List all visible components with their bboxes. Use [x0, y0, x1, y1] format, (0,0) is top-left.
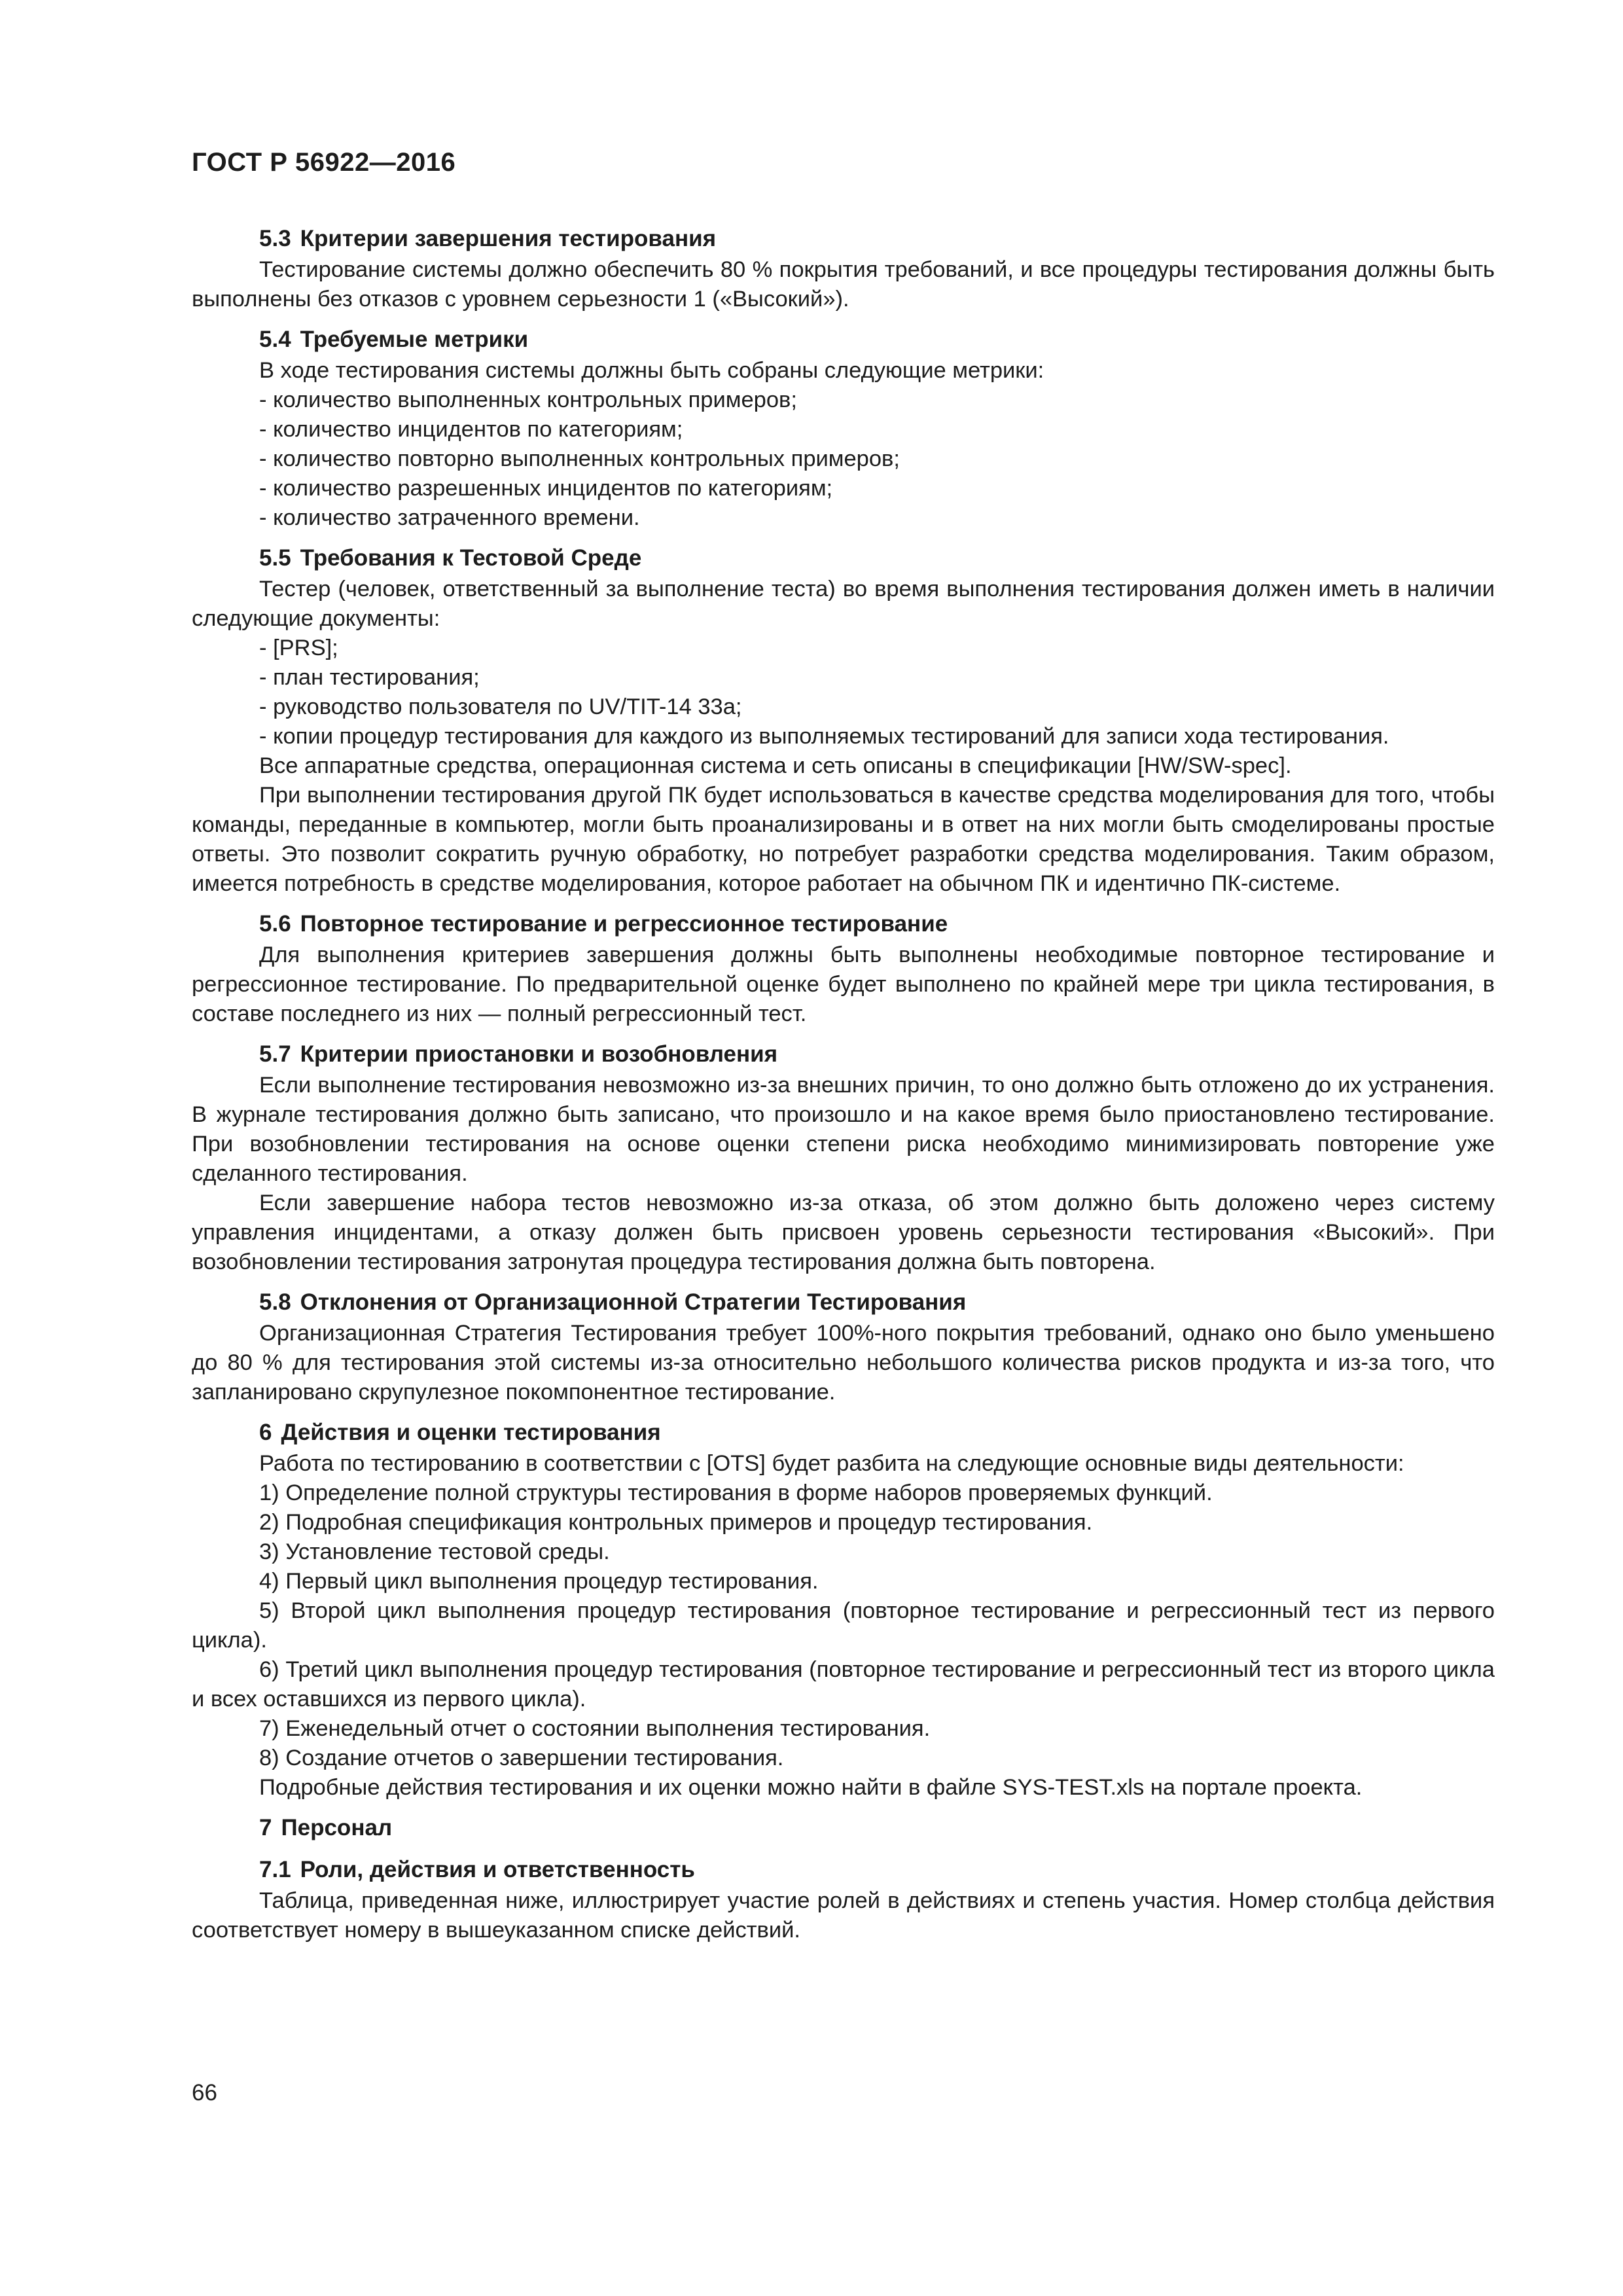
- list-item: - количество инцидентов по категориям;: [259, 417, 683, 442]
- section-title: Роли, действия и ответственность: [300, 1857, 695, 1882]
- section-title: Персонал: [281, 1815, 393, 1840]
- section-number: 5.7: [259, 1041, 291, 1067]
- section-heading-5-6: [192, 908, 1495, 941]
- section-title: Отклонения от Организационной Стратегии Тестирования: [300, 1289, 967, 1315]
- list-item: 6) Третий цикл выполнения процедур тестирования (повторное тестирование и регрессионный тест из второго цикла и всех оставшихся из первого цикла).: [192, 1657, 1495, 1712]
- list-item: - руководство пользователя по UV/TIT-14 33a;: [259, 694, 742, 719]
- list-item: - план тестирования;: [259, 665, 480, 690]
- list-item: 3) Установление тестовой среды.: [259, 1539, 610, 1564]
- paragraph: Если завершение набора тестов невозможно из-за отказа, об этом должно быть доложено через систему управления инцидентами, а отказу должен быть присвоен уровень серьезности тестирования «Высокий». При возобновлении тестирования затронутая процедура тестирования должна быть повторена.: [192, 1191, 1495, 1274]
- section-number: 6: [259, 1420, 272, 1445]
- section-heading-6: [192, 1416, 1495, 1449]
- section-heading-7-1: [192, 1854, 1495, 1886]
- paragraph: Подробные действия тестирования и их оценки можно найти в файле SYS-TEST.xls на портале проекта.: [259, 1775, 1363, 1800]
- paragraph: Организационная Стратегия Тестирования требует 100%-ного покрытия требований, однако оно было уменьшено до 80 % для тестирования этой системы из-за относительно небольшого количества рисков продукта и из-за того, что запланировано скрупулезное покомпонентное тестирование.: [192, 1321, 1495, 1405]
- section-number: 7.1: [259, 1857, 291, 1882]
- section-number: 5.4: [259, 327, 291, 352]
- list-item: 7) Еженедельный отчет о состоянии выполнения тестирования.: [259, 1716, 931, 1741]
- document-body: [192, 223, 1495, 1945]
- section-heading-5-4: [192, 323, 1495, 356]
- section-number: 7: [259, 1815, 272, 1840]
- section-title: Действия и оценки тестирования: [281, 1420, 661, 1445]
- list-item: 8) Создание отчетов о завершении тестирования.: [259, 1746, 784, 1770]
- paragraph: Работа по тестированию в соответствии с [OTS] будет разбита на следующие основные виды деятельности:: [259, 1451, 1404, 1476]
- document-header: ГОСТ Р 56922—2016: [192, 148, 456, 177]
- section-number: 5.3: [259, 226, 291, 251]
- section-heading-5-3: [192, 223, 1495, 255]
- paragraph: Тестер (человек, ответственный за выполнение теста) во время выполнения тестирования должен иметь в наличии следующие документы:: [192, 577, 1495, 631]
- list-item: - количество повторно выполненных контрольных примеров;: [259, 446, 900, 471]
- list-item: 4) Первый цикл выполнения процедур тестирования.: [259, 1569, 819, 1594]
- section-heading-7: [192, 1812, 1495, 1844]
- list-item: 5) Второй цикл выполнения процедур тестирования (повторное тестирование и регрессионный тест из первого цикла).: [192, 1598, 1495, 1653]
- paragraph: Тестирование системы должно обеспечить 80 % покрытия требований, и все процедуры тестирования должны быть выполнены без отказов с уровнем серьезности 1 («Высокий»).: [192, 257, 1495, 312]
- section-title: Критерии завершения тестирования: [300, 226, 717, 251]
- paragraph: Для выполнения критериев завершения должны быть выполнены необходимые повторное тестирование и регрессионное тестирование. По предварительной оценке будет выполнено по крайней мере три цикла тестирования, в составе последнего из них — полный регрессионный тест.: [192, 942, 1495, 1026]
- section-heading-5-7: [192, 1038, 1495, 1071]
- section-heading-5-5: [192, 542, 1495, 575]
- list-item: - количество разрешенных инцидентов по категориям;: [259, 476, 833, 501]
- section-title: Повторное тестирование и регрессионное тестирование: [300, 911, 948, 937]
- list-item: - количество выполненных контрольных примеров;: [259, 387, 797, 412]
- page-number: 66: [192, 2080, 217, 2106]
- paragraph: Таблица, приведенная ниже, иллюстрирует участие ролей в действиях и степень участия. Номер столбца действия соответствует номеру в вышеуказанном списке действий.: [192, 1888, 1495, 1943]
- section-title: Критерии приостановки и возобновления: [300, 1041, 778, 1067]
- list-item: - копии процедур тестирования для каждого из выполняемых тестирований для записи хода тестирования.: [259, 724, 1389, 749]
- paragraph: В ходе тестирования системы должны быть собраны следующие метрики:: [259, 358, 1044, 383]
- paragraph: Если выполнение тестирования невозможно из-за внешних причин, то оно должно быть отложено до их устранения. В журнале тестирования должно быть записано, что произошло и на какое время было приостановлено тестирование. При возобновлении тестирования на основе оценки степени риска необходимо минимизировать повторение уже сделанного тестирования.: [192, 1073, 1495, 1186]
- paragraph: При выполнении тестирования другой ПК будет использоваться в качестве средства моделирования для того, чтобы команды, переданные в компьютер, могли быть проанализированы и в ответ на них могли быть смоделированы простые ответы. Это позволит сократить ручную обработку, но потребует разработки средства моделирования. Таким образом, имеется потребность в средстве моделирования, которое работает на обычном ПК и идентично ПК-системе.: [192, 783, 1495, 896]
- section-title: Требуемые метрики: [300, 327, 529, 352]
- section-number: 5.8: [259, 1289, 291, 1315]
- list-item: - [PRS];: [259, 636, 338, 660]
- list-item: 1) Определение полной структуры тестирования в форме наборов проверяемых функций.: [259, 1480, 1213, 1505]
- section-number: 5.6: [259, 911, 291, 937]
- paragraph: Все аппаратные средства, операционная система и сеть описаны в спецификации [HW/SW-spec].: [259, 753, 1292, 778]
- section-number: 5.5: [259, 545, 291, 571]
- list-item: - количество затраченного времени.: [259, 505, 640, 530]
- section-heading-5-8: [192, 1286, 1495, 1319]
- section-title: Требования к Тестовой Среде: [300, 545, 642, 571]
- list-item: 2) Подробная спецификация контрольных примеров и процедур тестирования.: [259, 1510, 1093, 1535]
